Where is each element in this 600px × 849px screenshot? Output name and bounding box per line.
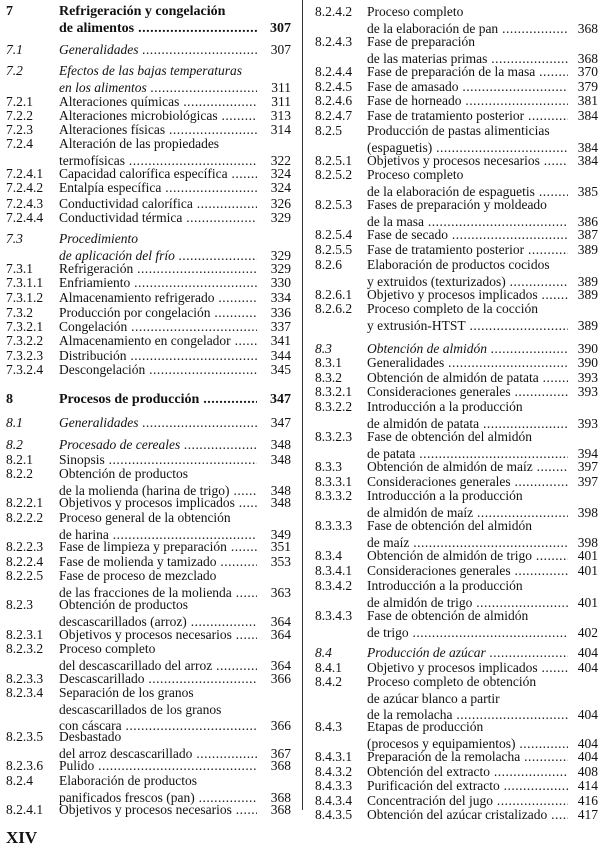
toc-entry-title-line: Fase de limpieza y preparación ..... [59,539,257,556]
toc-entry-number: 7.2.4 [6,136,33,151]
toc-entry-title [59,362,257,379]
toc-entry-page: 348 [270,437,291,452]
toc-entry-page: 364 [270,657,291,673]
toc-entry-page: 408 [577,764,598,779]
toc-entry-number: 8.3.3 [315,459,342,474]
toc-entry-title-line: Fase de preparación de la masa ..... [367,64,568,81]
toc-entry-title-line: Fase de molienda y tamizado ..... [59,554,257,571]
toc-entry-title [367,608,568,641]
toc-entry-title-line: Preparación de la remolacha ..... [367,749,568,766]
toc-entry-page: 347 [270,392,291,407]
toc-entry-number: 8.2.2.1 [6,495,44,510]
toc-entry-page: 398 [577,534,598,550]
toc-entry-title-line: Introducción a la producción [367,578,523,593]
toc-entry-number: 7.2 [6,63,23,78]
toc-entry-title-line: Proceso completo [367,4,464,19]
toc-entry-title-line: Concentración del jugo ..... [367,793,568,810]
toc-entry-title-line: Proceso completo de la cocción [367,301,538,316]
toc-entry-number: 8.3.4.1 [315,563,353,578]
toc-entry-number: 8.2.6.2 [315,301,353,316]
toc-entry-title [59,231,257,264]
toc-entry-number: 8.3.2.2 [315,399,353,414]
toc-entry-number: 8.2.4.2 [315,4,353,19]
toc-entry-number: 7.2.4.4 [6,210,44,225]
toc-entry-page: 404 [577,749,598,764]
toc-entry-title-line: Pulido ..... [59,758,257,775]
toc-entry-title-line: Descongelación ..... [59,362,257,379]
toc-entry-title [59,180,257,197]
toc-entry-number: 8 [6,392,13,407]
toc-entry-number: 8.3.2.1 [315,384,353,399]
toc-entry-title-line: de la elaboración de espaguetis ..... [367,184,568,201]
toc-entry-number: 8.2.4.1 [6,802,44,817]
toc-entry-title [367,807,568,824]
toc-entry-number: 7.3.2.2 [6,333,44,348]
toc-entry-number: 8.4.3.1 [315,749,353,764]
toc-entry-title [367,123,568,156]
toc-entry-title-line: Obtención del azúcar cristalizado ..... [367,807,568,824]
toc-entry-title-line: Generalidades ..... [59,415,257,432]
toc-entry-title-line: Distribución ..... [59,348,257,365]
toc-entry-title-line: (procesos y equipamientos) ..... [367,736,568,753]
toc-entry-page: 386 [577,213,598,229]
toc-entry-title-line: Obtención de almidón de maíz ..... [367,459,568,476]
page-number-footer: XIV [6,828,38,847]
toc-entry-page: 348 [270,482,291,498]
toc-entry-title [367,167,568,200]
toc-entry-number: 7.2.3 [6,122,33,137]
toc-entry-page: 329 [270,210,291,225]
toc-entry-title-line: Proceso completo [59,641,156,656]
toc-entry-title [367,674,568,724]
toc-entry-number: 8.4.3.5 [315,807,353,822]
toc-entry-page: 364 [270,613,291,629]
toc-entry-title [367,578,568,611]
toc-entry-title-line: Objetivo y procesos implicados ..... [367,660,568,677]
toc-entry-number: 8.4.3.3 [315,778,353,793]
toc-entry-title [367,34,568,67]
toc-entry-title [59,4,257,37]
toc-entry-number: 8.2.2 [6,466,33,481]
toc-entry-page: 384 [577,139,598,155]
toc-entry-number: 8.4.3.2 [315,764,353,779]
toc-entry-title-line: Proceso completo de obtención [367,674,537,689]
toc-entry-page: 324 [270,166,291,181]
toc-entry-title-line: de alimentos ..... [59,21,257,38]
toc-entry-page: 311 [271,79,291,95]
toc-entry-number: 8.2.3.4 [6,685,44,700]
toc-entry-title-line: Objetivo y procesos implicados ..... [367,287,568,304]
toc-entry-title-line: de las fracciones de la molienda ..... [59,585,257,602]
toc-entry-title-line: Fase de secado ..... [367,227,568,244]
toc-entry-number: 8.2.5.2 [315,167,353,182]
toc-entry-title-line: Producción de azúcar ..... [367,645,568,662]
toc-entry-title-line: Obtención de almidón de patata ..... [367,370,568,387]
toc-entry-title-line: Procesos de producción ..... [59,392,257,409]
toc-entry-number: 7.3.2.4 [6,362,44,377]
toc-entry-title-line: Sinopsis ..... [59,452,257,469]
toc-entry-title-line: de azúcar blanco a partir [367,690,500,706]
toc-entry-number: 8.3.2 [315,370,342,385]
toc-entry-title-line: Fase de obtención del almidón [367,518,532,533]
toc-entry-number: 8.3.3.2 [315,488,353,503]
toc-entry-title-line: Purificación del extracto ..... [367,778,568,795]
toc-entry-title-line: Introducción a la producción [367,488,523,503]
toc-entry-page: 384 [577,108,598,123]
toc-entry-number: 7.1 [6,42,23,57]
toc-entry-page: 367 [270,745,291,761]
toc-entry-title-line: y extruidos (texturizados) ..... [367,274,568,291]
toc-entry-title-line: Obtención del extracto ..... [367,764,568,781]
toc-entry-title-line: Enfriamiento ..... [59,275,257,292]
toc-entry-title-line: de las materias primas ..... [367,51,568,68]
toc-entry-page: 368 [577,50,598,66]
toc-entry-number: 8.2.3.6 [6,758,44,773]
toc-entry-number: 8.2.4.3 [315,34,353,49]
toc-entry-page: 368 [577,20,598,36]
toc-entry-title-line: Conductividad calorífica ..... [59,196,257,213]
toc-entry-number: 8.2.6 [315,257,342,272]
toc-entry-number: 8.4 [315,645,332,660]
toc-entry-title-line: Capacidad calorífica específica ..... [59,166,257,183]
toc-entry-page: 393 [577,415,598,431]
toc-entry-title-line: Procesado de cereales ..... [59,437,257,454]
toc-entry-number: 7.3.2.1 [6,319,44,334]
toc-entry-number: 7.3.1.1 [6,275,44,290]
toc-entry-title-line: Refrigeración y congelación [59,4,226,19]
toc-entry-title [59,597,257,630]
toc-entry-page: 314 [270,122,291,137]
toc-entry-page: 401 [577,594,598,610]
toc-entry-number: 8.4.3.4 [315,793,353,808]
toc-entry-title-line: Fase de obtención del almidón [367,429,532,444]
toc-entry-page: 397 [577,474,598,489]
toc-entry-page: 353 [270,554,291,569]
toc-entry-number: 8.2.2.3 [6,539,44,554]
toc-entry-number: 8.2.5.1 [315,153,353,168]
toc-entry-title-line: de la masa ..... [367,214,568,231]
toc-entry-page: 390 [577,355,598,370]
toc-entry-title [367,518,568,551]
column-divider [302,0,303,810]
toc-entry-page: 387 [577,227,598,242]
toc-entry-title-line: en los alimentos ..... [59,80,257,97]
toc-entry-title-line: Generalidades ..... [59,42,257,59]
toc-entry-page: 307 [270,42,291,57]
toc-entry-page: 364 [270,627,291,642]
toc-entry-title-line: Fase de proceso de mezclado [59,568,217,583]
toc-entry-page: 389 [577,273,598,289]
toc-entry-page: 384 [577,153,598,168]
toc-entry-number: 8.3 [315,341,332,356]
toc-entry-title-line: termofísicas ..... [59,153,257,170]
toc-entry-title-line: Producción por congelación ..... [59,305,257,322]
toc-entry-number: 8.2.5.5 [315,242,353,257]
toc-entry-title-line: de la elaboración de pan ..... [367,21,568,38]
toc-entry-page: 397 [577,459,598,474]
toc-entry-title-line: y extrusión-HTST ..... [367,318,568,335]
toc-entry-page: 324 [270,180,291,195]
toc-entry-title-line: Congelación ..... [59,319,257,336]
toc-entry-number: 8.2.5.3 [315,197,353,212]
toc-entry-page: 334 [270,290,291,305]
toc-entry-number: 8.2.3.2 [6,641,44,656]
toc-entry-page: 366 [270,718,291,733]
toc-entry-page: 326 [270,196,291,211]
toc-entry-title-line: panificados frescos (pan) ..... [59,790,257,807]
toc-entry-page: 416 [577,793,598,808]
toc-entry-number: 8.4.3 [315,719,342,734]
toc-entry-number: 8.2.4.6 [315,93,353,108]
toc-entry-number: 8.2.6.1 [315,287,353,302]
toc-entry-title-line: Generalidades ..... [367,355,568,372]
toc-entry-number: 8.4.2 [315,674,342,689]
toc-entry-title-line: Alteraciones físicas ..... [59,122,257,139]
toc-entry-page: 393 [577,370,598,385]
toc-entry-title [367,257,568,290]
toc-entry-number: 7.2.2 [6,108,33,123]
toc-entry-page: 313 [270,108,291,123]
toc-entry-number: 8.2.1 [6,452,33,467]
toc-entry-number: 7.3.2.3 [6,348,44,363]
toc-entry-title-line: Producción de pastas alimenticias [367,123,550,138]
toc-entry-page: 351 [270,539,291,554]
toc-entry-title-line: Consideraciones generales ..... [367,384,568,401]
toc-entry-title-line: de patata ..... [367,446,568,463]
toc-entry-number: 8.3.3.1 [315,474,353,489]
toc-entry-title-line: de trigo ..... [367,625,568,642]
toc-entry-number: 8.2.5 [315,123,342,138]
toc-entry-page: 389 [577,242,598,257]
toc-entry-page: 381 [577,93,598,108]
toc-entry-title-line: Fase de horneado ..... [367,93,568,110]
toc-entry-page: 390 [577,341,598,356]
toc-entry-title [59,802,257,819]
toc-entry-number: 8.2.3.5 [6,729,44,744]
toc-entry-title-line: Descascarillado ..... [59,671,257,688]
toc-entry-number: 8.2.3.3 [6,671,44,686]
toc-entry-page: 347 [270,415,291,430]
toc-entry-page: 370 [577,64,598,79]
toc-entry-title-line: Etapas de producción [367,719,484,734]
toc-entry-page: 401 [577,563,598,578]
toc-entry-title-line: Almacenamiento refrigerado ..... [59,290,257,307]
toc-entry-title [367,429,568,462]
toc-entry-title [367,399,568,432]
toc-entry-page: 379 [577,79,598,94]
toc-entry-title-line: Fase de tratamiento posterior ..... [367,242,568,259]
toc-entry-title-line: Desbastado [59,729,122,744]
toc-entry-number: 8.3.4.3 [315,608,353,623]
toc-entry-page: 349 [270,526,291,542]
toc-entry-title-line: de harina ..... [59,527,257,544]
toc-entry-page: 311 [271,94,291,109]
toc-entry-page: 368 [270,758,291,773]
toc-entry-title [59,415,257,432]
toc-entry-title-line: Obtención de productos [59,466,188,481]
toc-entry-title [367,4,568,37]
toc-entry-number: 8.2.4 [6,773,33,788]
toc-entry-number: 8.2.4.4 [315,64,353,79]
toc-entry-page: 404 [577,660,598,675]
toc-entry-number: 8.2.3.1 [6,627,44,642]
toc-entry-title-line: de almidón de trigo ..... [367,595,568,612]
toc-entry-page: 336 [270,305,291,320]
toc-entry-title-line: Consideraciones generales ..... [367,474,568,491]
toc-entry-title [59,392,257,409]
toc-entry-title [367,301,568,334]
toc-entry-page: 368 [270,802,291,817]
toc-entry-page: 393 [577,384,598,399]
toc-entry-number: 8.2.2.5 [6,568,44,583]
toc-entry-title-line: Obtención de almidón de trigo ..... [367,548,568,565]
toc-entry-title-line: Efectos de las bajas temperaturas [59,63,242,78]
toc-entry-title-line: (espaguetis) ..... [367,140,568,157]
toc-entry-number: 8.2.2.2 [6,510,44,525]
toc-entry-title-line: Obtención de almidón ..... [367,341,568,358]
toc-entry-title [59,63,257,96]
toc-entry-number: 7.2.1 [6,94,33,109]
toc-entry-title-line: Fases de preparación y moldeado [367,197,547,212]
toc-entry-page: 402 [577,624,598,640]
toc-entry-number: 7.2.4.2 [6,180,44,195]
toc-entry-number: 7.2.4.3 [6,196,44,211]
toc-entry-number: 7.2.4.1 [6,166,44,181]
toc-entry-number: 8.2 [6,437,23,452]
toc-entry-title-line: descascarillados (arroz) ..... [59,614,257,631]
toc-entry-title [367,719,568,752]
toc-entry-page: 307 [270,20,291,36]
toc-entry-title-line: Obtención de productos [59,597,188,612]
toc-entry-page: 322 [270,152,291,168]
toc-entry-title-line: Conductividad térmica ..... [59,210,257,227]
toc-entry-title-line: Objetivos y procesos necesarios ..... [59,627,257,644]
toc-entry-page: 330 [270,275,291,290]
toc-entry-title-line: con cáscara ..... [59,718,257,735]
toc-entry-number: 8.3.3.3 [315,518,353,533]
toc-entry-title-line: Objetivos y procesos implicados ..... [59,495,257,512]
toc-entry-title-line: de aplicación del frío ..... [59,248,257,265]
toc-entry-title [367,197,568,230]
toc-entry-number: 7 [6,4,13,19]
toc-entry-number: 7.3.2 [6,305,33,320]
toc-entry-number: 8.2.2.4 [6,554,44,569]
toc-entry-number: 8.2.4.5 [315,79,353,94]
toc-entry-title-line: Alteraciones microbiológicas ..... [59,108,257,125]
toc-entry-page: 401 [577,548,598,563]
toc-entry-title-line: Fase de preparación [367,34,475,49]
toc-entry-title [59,641,257,674]
toc-entry-page: 348 [270,452,291,467]
toc-entry-page: 337 [270,319,291,334]
toc-entry-title-line: de almidón de patata ..... [367,416,568,433]
toc-entry-title-line: Almacenamiento en congelador ..... [59,333,257,350]
toc-entry-title [367,488,568,521]
toc-entry-page: 366 [270,671,291,686]
toc-entry-page: 389 [577,317,598,333]
toc-entry-number: 7.3.1 [6,261,33,276]
toc-entry-title [59,210,257,227]
toc-entry-number: 8.2.3 [6,597,33,612]
toc-entry-number: 8.2.5.4 [315,227,353,242]
toc-entry-title-line: Elaboración de productos cocidos [367,257,550,272]
toc-entry-title-line: descascarillados de los granos [59,701,222,717]
toc-entry-page: 398 [577,504,598,520]
toc-entry-title-line: Proceso completo [367,167,464,182]
toc-entry-title-line: Fase de tratamiento posterior ..... [367,108,568,125]
toc-entry-number: 7.3 [6,231,23,246]
toc-entry-page: 329 [270,261,291,276]
toc-entry-title-line: Fase de obtención de almidón [367,608,529,623]
toc-entry-number: 8.2.4.7 [315,108,353,123]
toc-entry-title-line: Alteración de las propiedades [59,136,220,151]
toc-entry-page: 417 [577,807,598,822]
toc-entry-page: 394 [577,445,598,461]
toc-entry-title [59,136,257,169]
toc-entry-title-line: Entalpía específica ..... [59,180,257,197]
toc-entry-title-line: del arroz descascarillado ..... [59,746,257,763]
toc-entry-number: 8.3.1 [315,355,342,370]
toc-entry-page: 363 [270,584,291,600]
toc-entry-title [59,685,257,735]
toc-entry-title-line: Objetivos y procesos necesarios ..... [367,153,568,170]
toc-entry-title-line: Elaboración de productos [59,773,197,788]
toc-entry-page: 414 [577,778,598,793]
toc-entry-page: 385 [577,183,598,199]
toc-entry-title-line: Consideraciones generales ..... [367,563,568,580]
toc-entry-title-line: de almidón de maíz ..... [367,505,568,522]
toc-entry-page: 329 [270,247,291,263]
toc-entry-title-line: del descascarillado del arroz ..... [59,658,257,675]
toc-entry-title-line: Procedimiento [59,231,138,246]
toc-entry-page: 345 [270,362,291,377]
toc-entry-title-line: de la molienda (harina de trigo) ..... [59,483,257,500]
toc-entry-title-line: de maíz ..... [367,535,568,552]
toc-entry-page: 404 [577,645,598,660]
toc-entry-title-line: Refrigeración ..... [59,261,257,278]
toc-entry-number: 7.3.1.2 [6,290,44,305]
toc-entry-page: 389 [577,287,598,302]
toc-entry-title-line: de la remolacha ..... [367,707,568,724]
toc-entry-page: 341 [270,333,291,348]
toc-entry-page: 404 [577,735,598,751]
toc-entry-title-line: Objetivos y procesos necesarios ..... [59,802,257,819]
toc-entry-page: 344 [270,348,291,363]
toc-entry-title-line: Fase de amasado ..... [367,79,568,96]
toc-entry-title-line: Separación de los granos [59,685,194,700]
toc-entry-title-line: Proceso general de la obtención [59,510,231,525]
toc-entry-title-line: Alteraciones químicas ..... [59,94,257,111]
toc-entry-number: 8.3.4.2 [315,578,353,593]
toc-entry-number: 8.1 [6,415,23,430]
toc-entry-page: 368 [270,789,291,805]
toc-entry-number: 8.3.2.3 [315,429,353,444]
toc-entry-title-line: Introducción a la producción [367,399,523,414]
toc-entry-page: 404 [577,707,598,722]
toc-entry-title [59,42,257,59]
toc-entry-number: 8.3.4 [315,548,342,563]
toc-entry-number: 8.4.1 [315,660,342,675]
toc-entry-page: 348 [270,495,291,510]
